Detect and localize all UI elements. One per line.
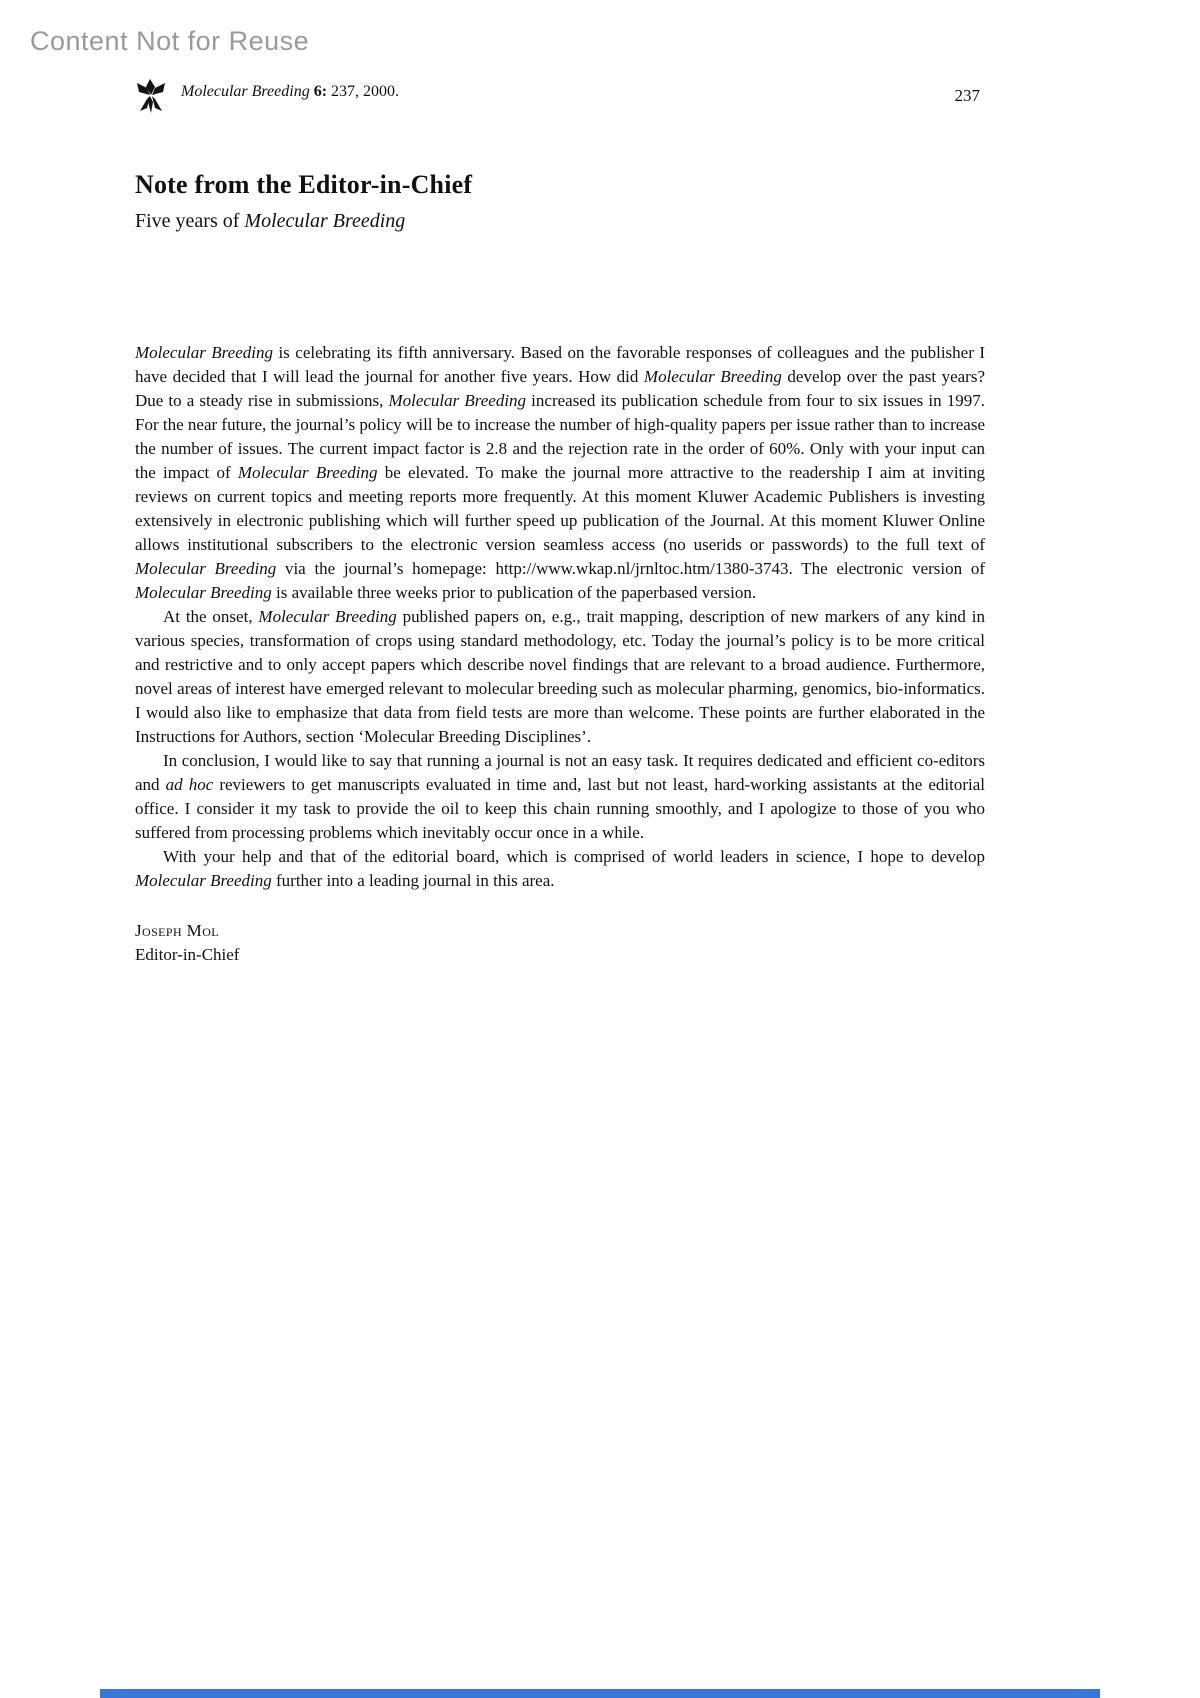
signature-role: Editor-in-Chief xyxy=(135,945,240,964)
paragraph-1: Molecular Breeding is celebrating its fifth anniversary. Based on the favorable responses of colleagues and the publisher I have decided that I will lead the journal for another five years. How did Molecular Breeding develop over the past years? Due to a steady rise in submissions, Molecular Breeding increased its publication schedule from four to six issues in 1997. For the near future, the journal’s policy will be to increase the number of high-quality papers per issue rather than to increase the number of issues. The current impact factor is 2.8 and the rejection rate in the order of 60%. Only with your input can the impact of Molecular Breeding be elevated. To make the journal more attractive to the readership I aim at inviting reviews on current topics and meeting reports more frequently. At this moment Kluwer Academic Publishers is investing extensively in electronic publishing which will further speed up publication of the Journal. At this moment Kluwer Online allows institutional subscribers to the electronic version seamless access (no userids or passwords) to the full text of Molecular Breeding via the journal’s homepage: http://www.wkap.nl/jrnltoc.htm/1380-3743. The electronic version of Molecular Breeding is available three weeks prior to publication of the paperbased version. xyxy=(135,343,986,602)
paragraph-2: At the onset, Molecular Breeding published papers on, e.g., trait mapping, description of new markers of any kind in various species, transformation of crops using standard methodology, etc. Today the journal’s policy is to be more critical and restrictive and to only accept papers which describe novel findings that are relevant to a broad audience. Furthermore, novel areas of interest have emerged relevant to molecular breeding such as molecular pharming, genomics, bio-informatics. I would also like to emphasize that data from field tests are more than welcome. These points are further elaborated in the Instructions for Authors, section ‘Molecular Breeding Disciplines’. xyxy=(135,607,985,746)
journal-header-left xyxy=(135,78,399,114)
paragraph-4: With your help and that of the editorial board, which is comprised of world leaders in science, I hope to develop Molecular Breeding further into a leading journal in this area. xyxy=(135,847,985,890)
signature-block xyxy=(135,919,985,967)
bottom-accent-bar xyxy=(100,1689,1100,1698)
journal-header xyxy=(135,78,980,114)
publisher-logo-icon xyxy=(135,78,167,114)
journal-reference: Molecular Breeding 6: 237, 2000. xyxy=(181,83,400,100)
paragraph-3: In conclusion, I would like to say that running a journal is not an easy task. It requires dedicated and efficient co-editors and ad hoc reviewers to get manuscripts evaluated in time and, last but not least, hard-working assistants at the editorial office. I consider it my task to provide the oil to keep this chain running smoothly, and I apologize to those of you who suffered from processing problems which inevitably occur once in a while. xyxy=(135,751,985,842)
article-title: Note from the Editor-in-Chief xyxy=(135,170,473,199)
article-subtitle: Five years of Molecular Breeding xyxy=(135,210,406,232)
watermark-text: Content Not for Reuse xyxy=(30,26,310,56)
page-number: 237 xyxy=(954,86,980,105)
signature-name: Joseph Mol xyxy=(135,921,219,940)
article-content xyxy=(135,170,985,967)
article-body xyxy=(135,341,985,893)
